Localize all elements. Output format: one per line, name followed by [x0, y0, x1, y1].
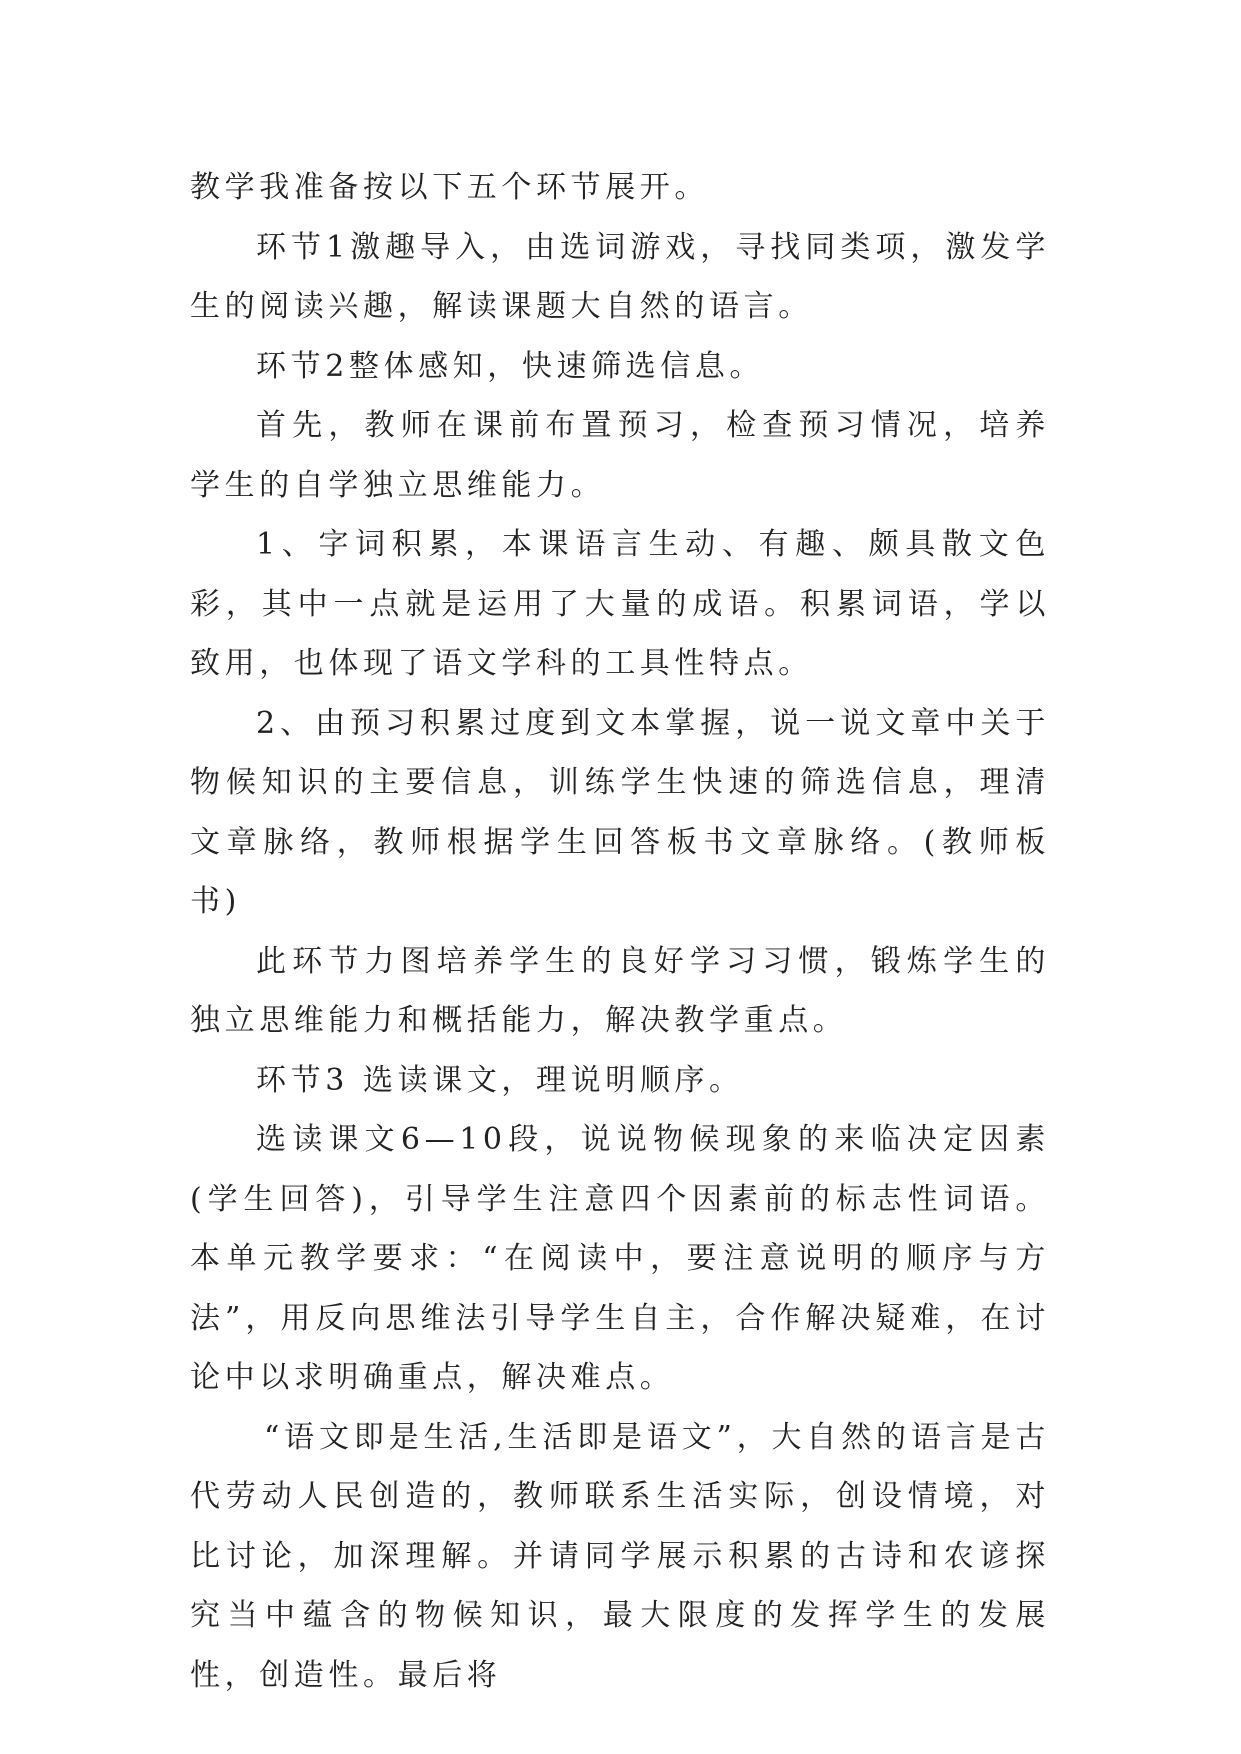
paragraph-vocabulary: 1、字词积累，本课语言生动、有趣、颇具散文色彩，其中一点就是运用了大量的成语。积累词语，学以致用，也体现了语文学科的工具性特点。 — [190, 527, 1050, 681]
paragraph-purpose: 此环节力图培养学生的良好学习习惯，锻炼学生的独立思维能力和概括能力，解决教学重点。 — [190, 943, 1050, 1038]
paragraph-life-language: “语文即是生活,生活即是语文”，大自然的语言是古代劳动人民创造的，教师联系生活实际，创设情境，对比讨论，加深理解。并请同学展示积累的古诗和农谚探究当中蕴含的物候知识，最大限度的发挥学生的发展性，创造性。最后将 — [190, 1419, 1050, 1693]
paragraph-step-2: 环节2整体感知，快速筛选信息。 — [256, 348, 765, 384]
paragraph-preview: 首先，教师在课前布置预习，检查预习情况，培养学生的自学独立思维能力。 — [190, 408, 1050, 503]
paragraph-selected-reading: 选读课文6—10段，说说物候现象的来临决定因素(学生回答)，引导学生注意四个因素前的标志性词语。本单元教学要求：“在阅读中，要注意说明的顺序与方法”，用反向思维法引导学生自主，合作解决疑难，在讨论中以求明确重点，解决难点。 — [190, 1122, 1050, 1395]
paragraph-information: 2、由预习积累过度到文本掌握，说一说文章中关于物候知识的主要信息，训练学生快速的筛选信息，理清文章脉络，教师根据学生回答板书文章脉络。(教师板书) — [190, 705, 1050, 919]
document-body — [190, 158, 1050, 1705]
paragraph-step-1: 环节1激趣导入，由选词游戏，寻找同类项，激发学生的阅读兴趣，解读课题大自然的语言。 — [190, 229, 1050, 324]
paragraph-continuation: 教学我准备按以下五个环节展开。 — [190, 170, 709, 205]
paragraph-step-3: 环节3 选读课文，理说明顺序。 — [256, 1062, 744, 1098]
